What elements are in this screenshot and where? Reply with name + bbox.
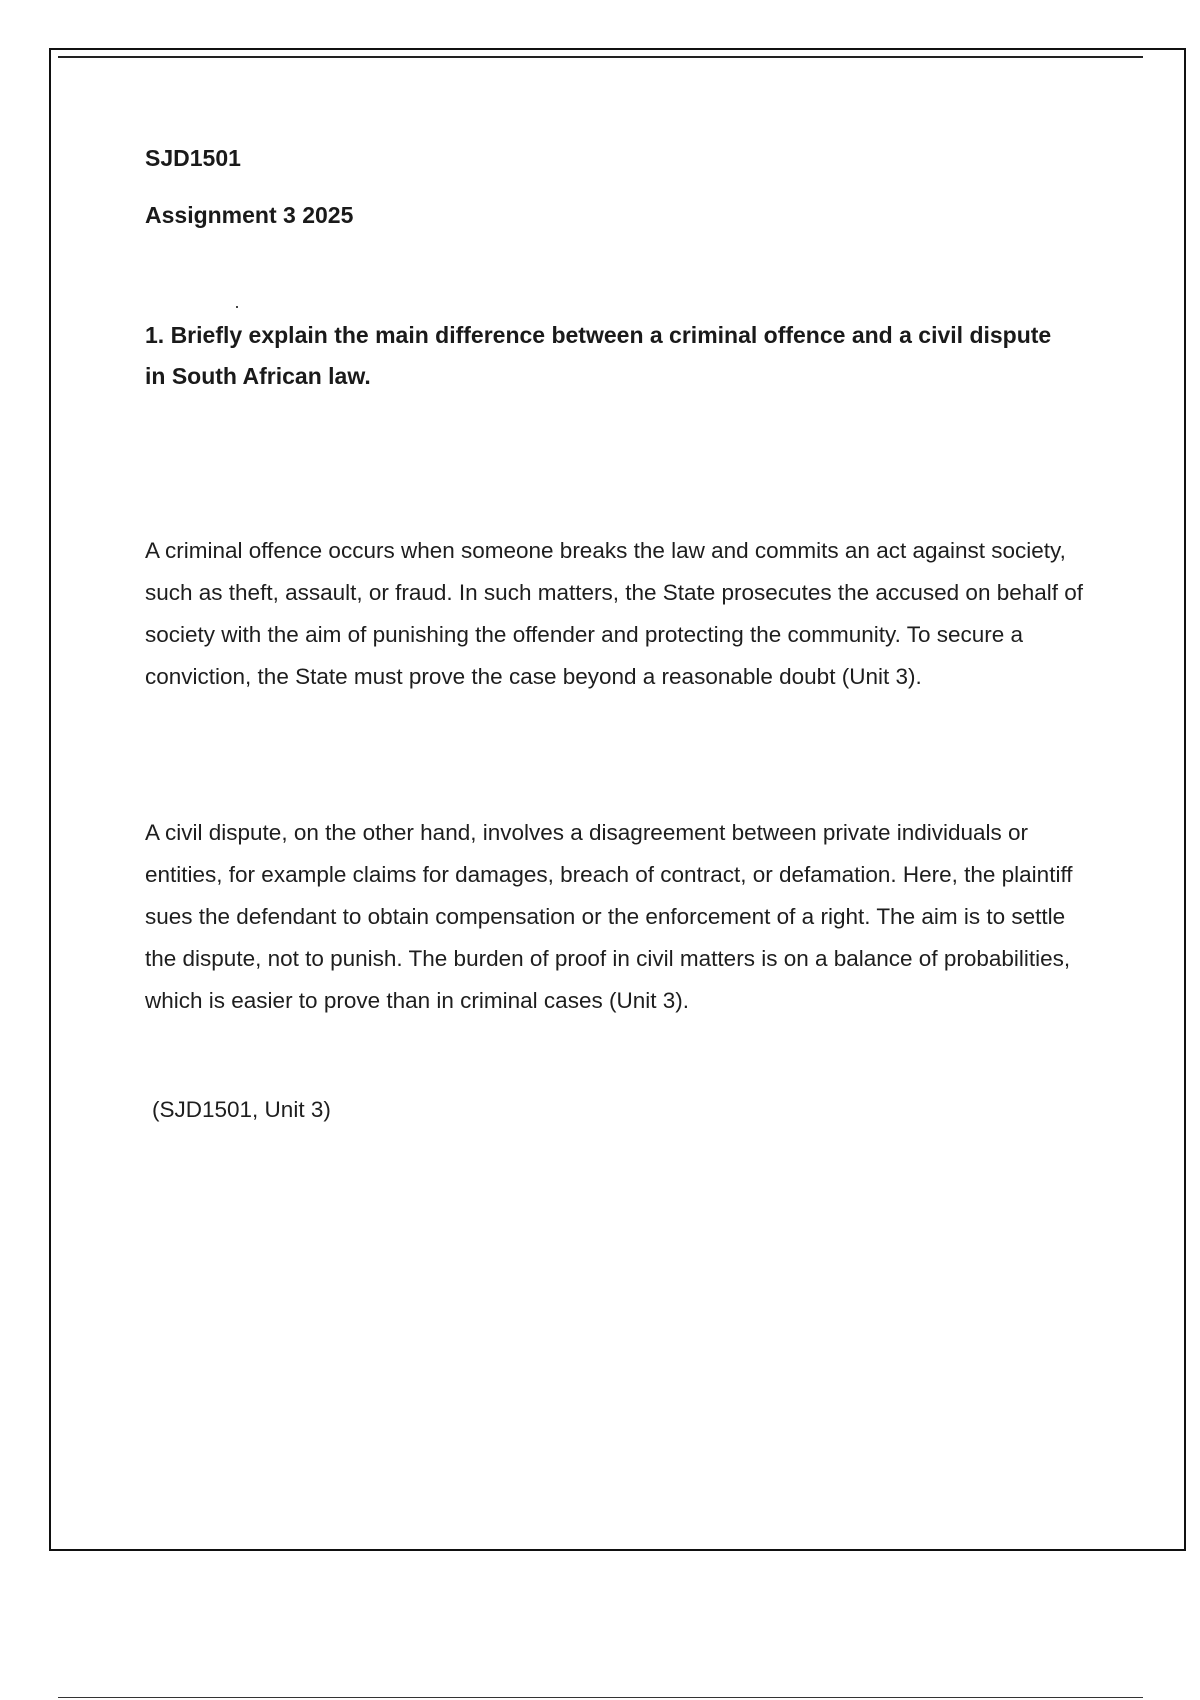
stray-mark: [236, 306, 238, 308]
page-border: [49, 48, 1186, 1551]
footer-rule: [58, 1697, 1143, 1698]
answer-paragraph-civil: A civil dispute, on the other hand, involves a disagreement between private individuals or entities, for example claims for damages, breach of contract, or defamation. Here, the plaintiff sues the defendant to obtain compensation or the enforcement of a right. The aim is to settle the dispute, not to punish. The burden of proof in civil matters is on a balance of probabilities, which is easier to prove than in criminal cases (Unit 3).: [145, 820, 1073, 1013]
assignment-title: Assignment 3 2025: [145, 202, 354, 228]
answer-paragraph-criminal: A criminal offence occurs when someone breaks the law and commits an act against society, such as theft, assault, or fraud. In such matters, the State prosecutes the accused on behalf of society with the aim of punishing the offender and protecting the community. To secure a conviction, the State must prove the case beyond a reasonable doubt (Unit 3).: [145, 538, 1084, 689]
question-heading: 1. Briefly explain the main difference between a criminal offence and a civil dispute in South African law.: [145, 322, 1052, 389]
header-rule: [58, 56, 1143, 58]
source-reference: (SJD1501, Unit 3): [152, 1097, 331, 1122]
course-code: SJD1501: [145, 145, 241, 171]
